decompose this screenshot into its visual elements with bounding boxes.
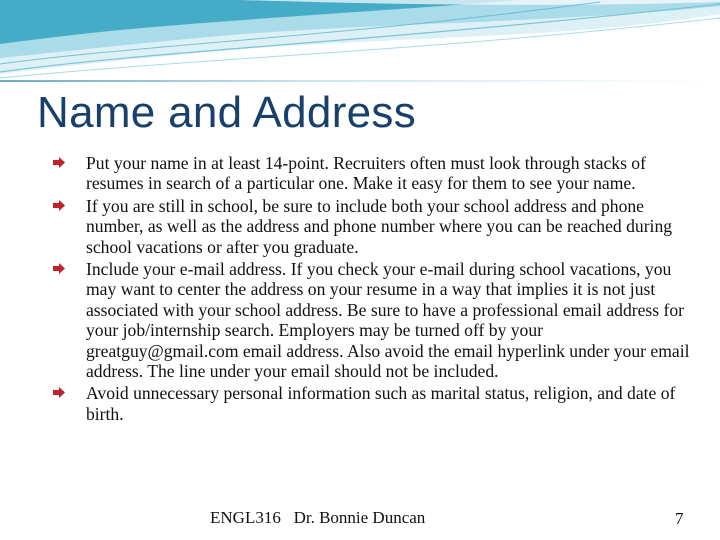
bullet-item (50, 196, 690, 257)
arrow-bullet-icon (52, 199, 66, 212)
slide-footer: ENGL316 Dr. Bonnie Duncan (210, 508, 426, 527)
header-wave-decoration (0, 0, 720, 82)
bullet-text: Avoid unnecessary personal information such as marital status, religion, and date of birth. (86, 383, 676, 424)
bullet-text: Put your name in at least 14-point. Recruiters often must look through stacks of resumes in search of a particular one. Make it easy for them to see your name. (86, 153, 646, 194)
arrow-bullet-icon (52, 262, 66, 275)
bullet-list (50, 153, 690, 424)
arrow-bullet-icon (52, 156, 66, 169)
header-rule (0, 80, 720, 82)
bullet-text: If you are still in school, be sure to include both your school address and phone number, as well as the address and phone number where you can be reached during school vacations or after you graduate. (86, 195, 673, 257)
bullet-item (50, 259, 690, 381)
bullet-item (50, 383, 690, 424)
slide-title: Name and Address (37, 88, 417, 137)
arrow-bullet-icon (52, 386, 66, 399)
bullet-item (50, 153, 690, 194)
bullet-text: Include your e-mail address. If you check your e-mail during school vacations, you may want to center the address on your resume in a way that implies it is not just associated with your school address. Be sure to have a professional email address for your job/internship search. Employers may be turned off by your greatguy@gmail.com email address. Also avoid the email hyperlink under your email address. The line under your email should not be included. (86, 259, 690, 382)
page-number: 7 (675, 509, 684, 528)
